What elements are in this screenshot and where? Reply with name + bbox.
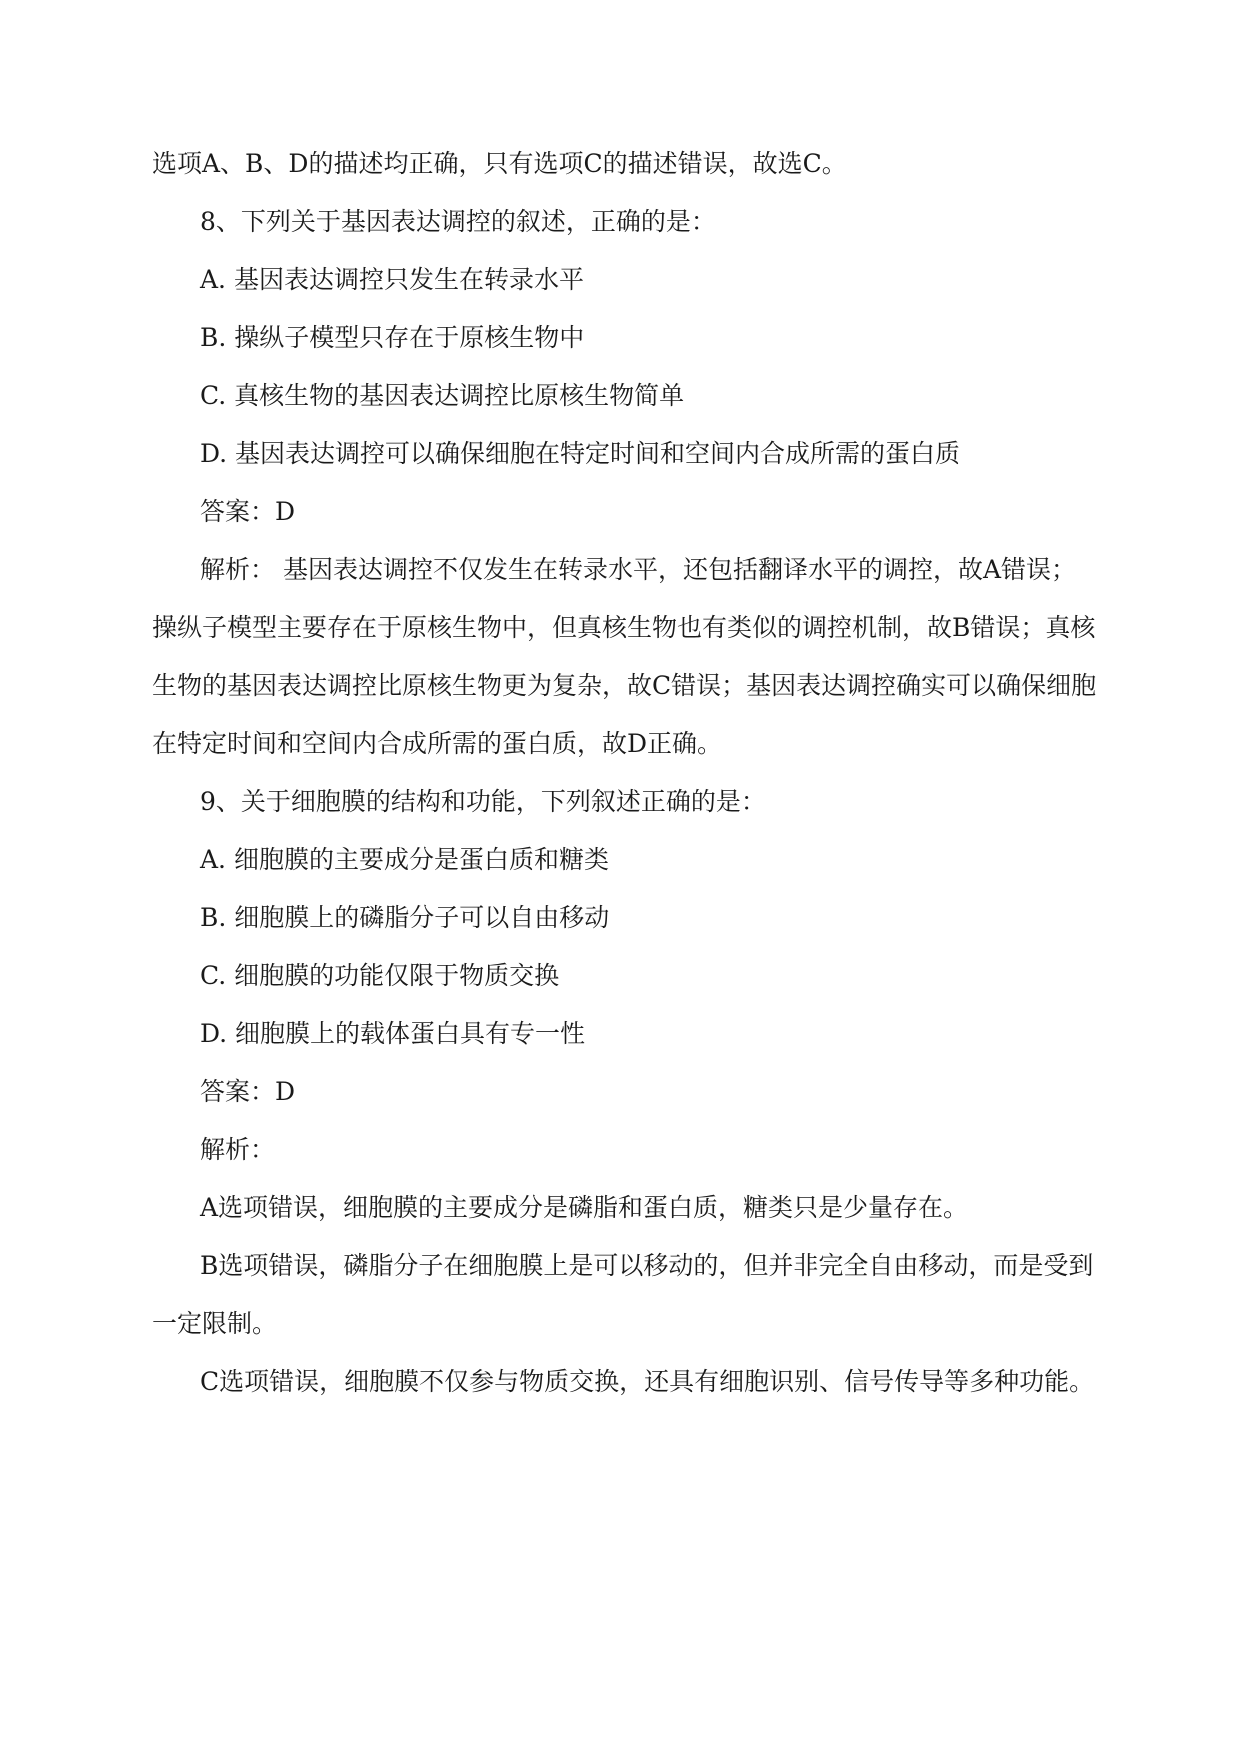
analysis-option-a: A选项错误，细胞膜的主要成分是磷脂和蛋白质，糖类只是少量存在。 [200,1193,969,1222]
question-8-option-c: C. 真核生物的基因表达调控比原核生物简单 [200,381,685,410]
question-8-answer: 答案：D [200,497,296,526]
text-line: 生物的基因表达调控比原核生物更为复杂，故C错误；基因表达调控确实可以确保细胞 [152,671,1097,700]
analysis-option-b: B选项错误，磷脂分子在细胞膜上是可以移动的，但并非完全自由移动，而是受到 [200,1251,1094,1280]
question-9-analysis-heading: 解析： [200,1135,276,1164]
text-line: 一定限制。 [152,1309,278,1338]
question-9-option-a: A. 细胞膜的主要成分是蛋白质和糖类 [200,845,609,874]
text-line: 选项A、B、D的描述均正确，只有选项C的描述错误，故选C。 [152,149,847,178]
question-9-answer: 答案：D [200,1077,296,1106]
analysis-option-c: C选项错误，细胞膜不仅参与物质交换，还具有细胞识别、信号传导等多种功能。 [200,1367,1095,1396]
question-8-analysis: 解析： 基因表达调控不仅发生在转录水平，还包括翻译水平的调控，故A错误； [200,555,1077,584]
question-9-option-d: D. 细胞膜上的载体蛋白具有专一性 [200,1019,586,1048]
question-8-option-d: D. 基因表达调控可以确保细胞在特定时间和空间内合成所需的蛋白质 [200,439,961,468]
text-line: 在特定时间和空间内合成所需的蛋白质，故D正确。 [152,729,723,758]
question-8-option-a: A. 基因表达调控只发生在转录水平 [200,265,584,294]
question-9-option-c: C. 细胞膜的功能仅限于物质交换 [200,961,560,990]
text-line: 操纵子模型主要存在于原核生物中，但真核生物也有类似的调控机制，故B错误；真核 [152,613,1096,642]
question-8-option-b: B. 操纵子模型只存在于原核生物中 [200,323,585,352]
question-9-stem: 9、关于细胞膜的结构和功能，下列叙述正确的是： [200,787,766,816]
question-8-stem: 8、下列关于基因表达调控的叙述，正确的是： [200,207,716,236]
question-9-option-b: B. 细胞膜上的磷脂分子可以自由移动 [200,903,610,932]
